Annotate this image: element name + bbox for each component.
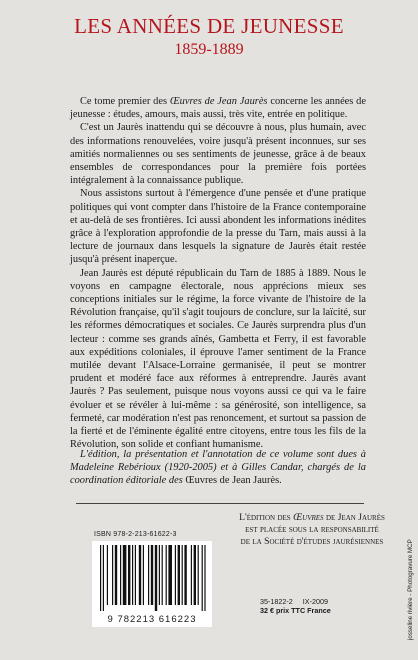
catalog-reference (260, 597, 338, 615)
barcode-bar (184, 545, 186, 605)
barcode-bar (175, 545, 176, 605)
barcode-bar (115, 545, 117, 605)
credit-italic: L'édition, la présentation et l'annotation de ce volume sont dues à Madeleine Rebérioux (1920-2005) et à Gilles Candar, chargés de la coordination éditoriale des (70, 449, 366, 487)
barcode-bar (159, 545, 160, 605)
barcode-bar (143, 545, 144, 605)
barcode-bar (204, 545, 205, 611)
barcode-bar (198, 545, 199, 605)
statement-line-2: est placée sous la responsabilité (245, 524, 379, 536)
barcode-bar (120, 545, 121, 605)
barcode-bar (166, 545, 167, 605)
statement-line-1a: L'édition des (239, 512, 294, 523)
barcode-bar (168, 545, 172, 605)
barcode-number: 9 782213 616223 (107, 614, 197, 625)
barcode-bar (162, 545, 163, 605)
vertical-credit: josseline rivière - Photogravure MCP (407, 539, 414, 640)
ref-code: 35-1822-2 (260, 597, 293, 606)
editorial-credit (70, 448, 366, 488)
barcode-bar (123, 545, 127, 605)
barcode-bar (100, 545, 101, 611)
credit-upright: Œuvres de Jean Jaurès. (185, 475, 282, 487)
barcode-bar (112, 545, 113, 605)
barcode-bar (194, 545, 196, 605)
divider (76, 503, 364, 504)
paragraph-2: C'est un Jaurès inattendu qui se découvre à nous, plus humain, avec des informations renouvelées, voire jusqu'à présent inconnues, sur ses amitiés normaliennes ou ses sentiments de jeunesse, grâce à de beaux ensembles de correspondances pour la première fois portées intégralement à la connaissance publique. (70, 122, 366, 187)
statement-line-1b: de Jean Jaurès (323, 512, 385, 523)
publisher-statement (212, 512, 412, 549)
barcode-bar (139, 545, 141, 605)
work-title-italic: Œuvres de Jean Jaurès (169, 96, 268, 107)
barcode-bars (96, 545, 208, 611)
barcode-bar (202, 545, 203, 611)
paragraph-1-end: concerne les années de jeunesse : études, amours, mais aussi, très vite, entrée en politique. (70, 96, 366, 121)
ref-line (260, 597, 338, 606)
paragraph-4: Jean Jaurès est député républicain du Tarn de 1885 à 1889. Nous le voyons en campagne électorale, nous apprécions mieux ses conceptions initiales sur le régime, la force vivante de l'histoire de la Révolution française, qu'il s'agit toujours de conclure, sur la laïcité, sur les réformes démocratiques et sociales. Ce Jaurès surprendra plus d'un lecteur : comme ses grands aînés, Gambetta et Ferry, il est favorable aux expéditions coloniales, il éprouve l'amer sentiment de la France mutilée devant l'Alsace-Lorraine germanisée, il peut se montrer prudent et modéré face aux réformes à entreprendre. Jaurès avant Jaurès ? Pas seulement, puisque nous voyons aussi ce qui va le faire évoluer et se révéler à lui-même : sa générosité, son intelligence, sa fermeté, car modération n'est pas renoncement, et surtout sa passion de la fierté et de l'éminente égalité entre citoyens, entre tous les fils de la Révolution, son solide et confiant humanisme. (70, 267, 366, 451)
barcode-bar (191, 545, 192, 605)
barcode-bar (132, 545, 133, 605)
barcode-bar (178, 545, 180, 605)
barcode-bar (155, 545, 157, 611)
barcode-bar (148, 545, 149, 605)
barcode-bar (128, 545, 130, 605)
barcode-bar (135, 545, 136, 605)
ref-date: IX-2009 (302, 597, 328, 606)
paragraph-1 (70, 95, 366, 121)
barcode-bar (107, 545, 108, 605)
paragraph-3: Nous assistons surtout à l'émergence d'une pensée et d'une pratique politiques qui vont compter dans l'histoire de la France contemporaine et au-delà de ses frontières. Ici aussi abondent les informations inédites grâce à l'exploration approfondie de la presse du Tarn, mais aussi à la lecture de journaux dans lesquels la signature de Jaurès était restée jusqu'à présent inaperçue. (70, 188, 366, 266)
page-title: LES ANNÉES DE JEUNESSE (74, 14, 344, 38)
paragraph-1-start: Ce tome premier des (80, 96, 170, 107)
barcode-bar (151, 545, 153, 605)
price: 32 € prix TTC France (260, 606, 331, 615)
isbn-label: ISBN 978-2-213-61622-3 (94, 531, 177, 538)
barcode-bar (182, 545, 183, 605)
barcode-bar (103, 545, 104, 611)
blurb-text (70, 95, 366, 451)
statement-line-1 (212, 512, 412, 524)
page-subtitle-dates: 1859-1889 (174, 41, 244, 58)
statement-line-3: de la Société d'études jaurésiennes (240, 536, 384, 548)
statement-italic: Œuvres (293, 512, 324, 523)
barcode (92, 541, 212, 627)
